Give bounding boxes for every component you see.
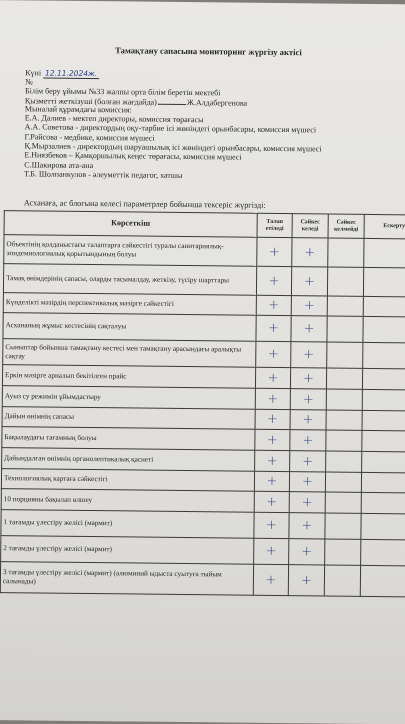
header-indicator: Көрсеткіш (4, 211, 257, 238)
document-title: Тамақтану сапасына мониторинг жүргізу актісі (115, 45, 302, 58)
table-row (0, 562, 405, 597)
required-mark: + (255, 429, 290, 450)
not-matches-cell (328, 238, 364, 267)
required-mark: + (255, 367, 290, 388)
intro-text: Асханаға, ас блогына келесі параметрлер бойынша тексеріс жүргізді: (23, 198, 266, 210)
commission-member: Г.Райсова - медбике, комиссия мүшесі (24, 131, 155, 143)
not-matches-cell (325, 513, 361, 539)
indicator-cell: 1 тағамды үлестіру желісі (мармит) (1, 510, 254, 539)
indicator-cell: Сыныптар бойынша тамақтану кестесі мен тамақтану арасындағы аралықты сақтау (3, 339, 256, 368)
note-cell (363, 296, 405, 317)
note-cell (360, 565, 405, 597)
commission-member: Е.А. Далиев - мектеп директоры, комиссия төрағасы (24, 113, 204, 125)
not-matches-cell (325, 492, 361, 513)
indicator-cell: Дайын өнімнің сапасы (2, 407, 255, 430)
checklist-table (0, 210, 405, 597)
not-matches-cell (327, 267, 363, 296)
note-cell (362, 368, 405, 390)
not-matches-cell (326, 389, 362, 410)
indicator-cell: Бақылаудағы тағамның болуы (2, 427, 255, 451)
date-value: 12.11.2024ж. (43, 69, 99, 80)
commission-member: Т.Б. Шолпанкулов - әлеуметтік педагог, хатшы (24, 169, 183, 180)
matches-mark: + (290, 430, 326, 451)
note-cell (363, 316, 405, 343)
not-matches-cell (327, 316, 363, 342)
note-cell (361, 492, 405, 514)
required-mark: + (256, 341, 291, 367)
required-mark: + (254, 471, 289, 491)
number-label: № (25, 77, 33, 87)
required-mark: + (254, 512, 289, 538)
matches-mark: + (291, 296, 327, 316)
indicator-cell: Дайындалған өнімнің органолептикалық қасиеті (2, 448, 255, 472)
indicator-cell: Ауыз су режимін ұйымдастыру (2, 386, 255, 410)
not-matches-cell (327, 342, 363, 368)
note-cell (363, 342, 405, 369)
table-row (4, 235, 405, 268)
matches-mark: + (288, 565, 324, 596)
note-cell (361, 513, 405, 540)
note-cell (361, 539, 405, 566)
commission-member: Е.Ниязбеков – Қамқоршылық кеңес төрағасы, комиссия мүшесі (24, 150, 242, 162)
matches-mark: + (289, 513, 325, 539)
commission-heading: Мыналай құрамдағы комиссия: (24, 104, 132, 115)
required-mark: + (255, 450, 290, 471)
note-cell (362, 451, 405, 473)
note-cell (362, 410, 405, 431)
not-matches-cell (326, 368, 362, 389)
not-matches-cell (325, 539, 361, 565)
not-matches-cell (324, 565, 360, 596)
header-note: Ескерту (364, 214, 405, 239)
required-mark: + (256, 295, 291, 315)
indicator-cell: Асхананың жұмыс кестесінің сақталуы (3, 313, 256, 342)
not-matches-cell (326, 430, 362, 451)
indicator-cell: Технологиялық картаға сәйкестігі (1, 469, 254, 492)
header-not-matches: Сәйкес келмейді (328, 214, 364, 238)
indicator-cell: Тамақ өнімдерінің сапасы, оларды тасымалдау, жеткізу, түсіру шарттары (3, 264, 256, 296)
date-label: Күні (25, 68, 42, 78)
not-matches-cell (326, 451, 362, 472)
matches-mark: + (291, 267, 327, 296)
note-cell (362, 430, 405, 452)
table-row (3, 264, 405, 297)
required-mark: + (255, 409, 290, 429)
matches-mark: + (290, 368, 326, 389)
required-mark: + (256, 266, 291, 295)
required-mark: + (255, 388, 290, 409)
required-mark: + (254, 538, 289, 564)
commission-member: А.А. Советова - директордың оқу-тәрбие ісі жөніндегі орынбасары, комиссия мүшесі (24, 122, 317, 135)
indicator-cell: 3 тағамды үлестіру желісі (мармит) (алюминий ыдыста суытуға тыйым салынады) (0, 562, 253, 596)
required-mark: + (257, 237, 292, 266)
matches-mark: + (290, 389, 326, 410)
commission-member: Қ.Мырзалиев - директордың шаруашылық ісі жөніндегі орынбасары, комиссия мүшесі (24, 141, 322, 154)
commission-member: С.Шакирова ата-ана (24, 159, 94, 170)
number-line (25, 77, 33, 86)
indicator-cell: Объектінің қолданыстағы талаптарға сәйкестігі туралы санитариялық-эпидемиологиялық қорытындының болуы (4, 235, 257, 267)
matches-mark: + (290, 410, 326, 430)
school-line: Білім беру ұйымы №33 жалпы орта білім беретін мектебі (25, 86, 221, 98)
header-required: Талап етіледі (257, 213, 292, 237)
date-line (25, 68, 99, 78)
required-mark: + (254, 491, 289, 512)
note-cell (362, 389, 405, 411)
indicator-cell: 10 порцияны бақылап өлшеу (1, 489, 254, 513)
note-cell (363, 267, 405, 297)
responsible-prefix: Қызметті жеткізуші (болған жағдайда) (24, 96, 157, 107)
required-mark: + (253, 564, 288, 595)
responsible-blank (158, 97, 186, 105)
indicator-cell: Күнделікті мәзірдің перспективалық мәзірге сәйкестігі (3, 293, 256, 316)
not-matches-cell (325, 472, 361, 492)
indicator-cell: Еркін мәзірге арналып бекітілген прайс (2, 365, 255, 389)
matches-mark: + (291, 342, 327, 368)
not-matches-cell (326, 410, 362, 430)
matches-mark: + (289, 492, 325, 513)
note-cell (361, 472, 405, 493)
header-matches: Сәйкес келеді (292, 214, 328, 238)
matches-mark: + (289, 539, 325, 565)
required-mark: + (256, 315, 291, 341)
responsible-name: Ж.Алдабергенова (186, 98, 248, 108)
matches-mark: + (292, 238, 328, 267)
note-cell (364, 238, 405, 268)
matches-mark: + (291, 316, 327, 342)
indicator-cell: 2 тағамды үлестіру желісі (мармит) (1, 536, 254, 565)
table-body (0, 235, 405, 597)
not-matches-cell (327, 296, 363, 316)
matches-mark: + (290, 451, 326, 472)
matches-mark: + (289, 472, 325, 492)
